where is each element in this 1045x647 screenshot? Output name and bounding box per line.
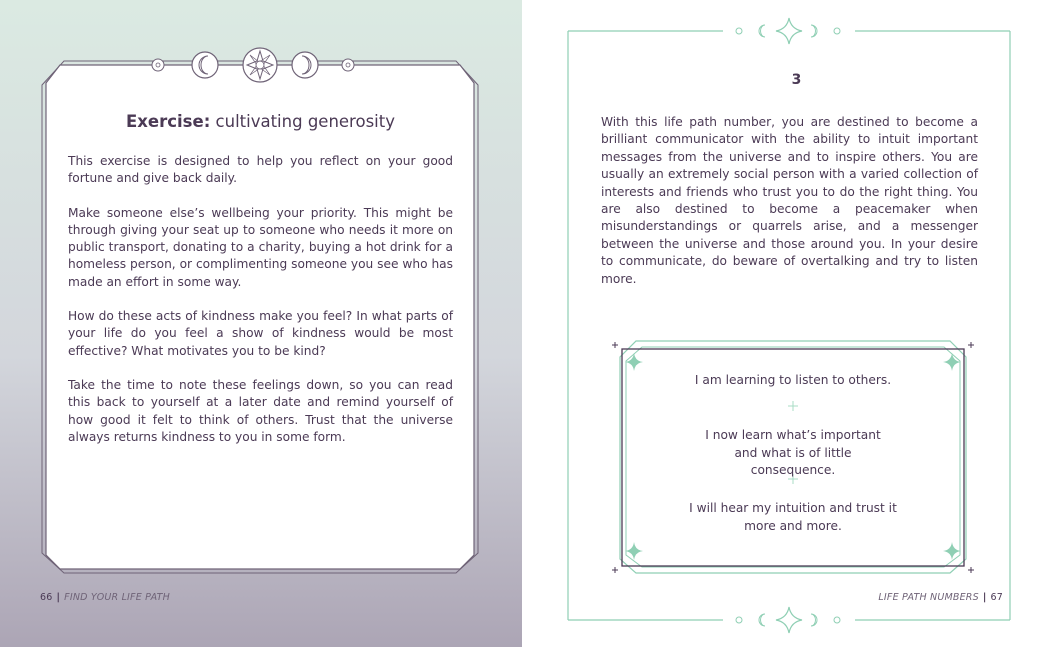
moon-crescent-icon — [190, 50, 220, 80]
affirmation-text: I am learning to listen to others. — [694, 373, 892, 387]
left-page-footer — [40, 592, 170, 603]
small-circle-icon — [834, 617, 840, 623]
small-circle-icon — [834, 28, 840, 34]
affirmation-text: I will hear my intuition and trust it more and more. — [689, 501, 897, 533]
moon-crescent-icon — [811, 614, 817, 626]
exercise-paragraph: Take the time to note these feelings down, so you can read this back to yourself at a later date and remind yourself of how good it felt to think of others. Trust that the universe always returns kindness to you in some form. — [68, 377, 453, 444]
footer-separator: | — [982, 592, 987, 603]
small-circle-icon — [736, 617, 742, 623]
four-point-star-icon — [625, 542, 643, 560]
bottom-ornament — [723, 605, 855, 635]
moon-crescent-icon — [759, 614, 765, 626]
small-circle-icon — [736, 28, 742, 34]
moon-crescent-icon — [811, 25, 817, 37]
page-number: 66 — [40, 592, 53, 603]
exercise-title — [68, 112, 453, 131]
four-point-star-icon — [788, 401, 798, 411]
page-number: 67 — [990, 592, 1003, 603]
affirmation-text: I now learn what’s important and what is of little consequence. — [705, 428, 881, 477]
exercise-card — [38, 57, 482, 577]
chapter-title: FIND YOUR LIFE PATH — [64, 592, 170, 603]
moon-crescent-icon — [290, 50, 320, 80]
chapter-title: LIFE PATH NUMBERS — [878, 592, 979, 603]
four-point-star-icon — [776, 607, 802, 633]
four-point-star-icon — [625, 353, 643, 371]
exercise-paragraph: Make someone else’s wellbeing your priority. This might be through giving your seat up to someone who needs it more on public transport, donating to a charity, buying a hot drink for a homeless person, or complimenting someone you see who has made an effort in some way. — [68, 205, 453, 289]
exercise-content — [68, 112, 453, 463]
exercise-paragraph: How do these acts of kindness make you feel? In what parts of your life do you feel a show of kindness would be most effective? What motivates you to be kind? — [68, 309, 453, 358]
top-ornament — [723, 16, 855, 46]
footer-separator: | — [56, 592, 61, 603]
right-page — [548, 0, 1045, 647]
sun-star-icon — [241, 46, 279, 84]
small-circle-icon — [341, 58, 355, 72]
four-point-star-icon — [943, 353, 961, 371]
right-page-footer — [878, 592, 1003, 603]
exercise-paragraph: This exercise is designed to help you reflect on your good fortune and give back daily. — [68, 154, 453, 186]
moon-crescent-icon — [759, 25, 765, 37]
left-page — [0, 0, 522, 647]
exercise-title-rest: cultivating generosity — [210, 112, 395, 131]
small-circle-icon — [151, 58, 165, 72]
four-point-star-icon — [776, 18, 802, 44]
affirmation-box — [608, 337, 978, 577]
four-point-star-icon — [943, 542, 961, 560]
life-path-number: 3 — [791, 72, 802, 88]
exercise-title-bold: Exercise: — [126, 112, 211, 131]
life-path-description: With this life path number, you are destined to become a brilliant communicator with the ability to intuit important messages from the universe and to inspire others. You are usually an extremely social person with a varied collection of interests and friends who trust you to do the right thing. You are also destined to become a peacemaker when misunderstandings or quarrels arise, and a messenger between the universe and those around you. In your desire to communicate, do beware of overtalking and try to listen more. — [601, 115, 978, 286]
